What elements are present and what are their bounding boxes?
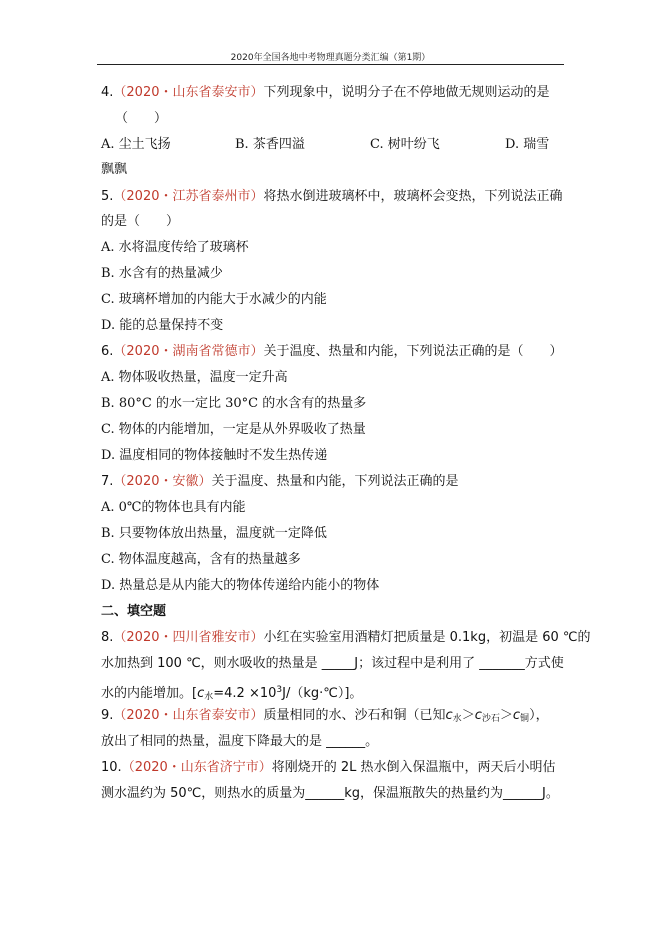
question-source: （2020・湖南省常德市） <box>113 344 264 359</box>
question-text: 关于温度、热量和内能，下列说法正确的是（ ） <box>263 344 563 359</box>
question-text: 下列现象中，说明分子在不停地做无规则运动的是 <box>263 85 550 100</box>
question-source: （2020・山东省泰安市） <box>113 708 264 723</box>
option-c: C. 物体温度越高，含有的热量越多 <box>101 552 301 567</box>
question-number: 7. <box>101 474 114 489</box>
question-8-line3 <box>101 682 362 705</box>
question-text: 小红在实验室用酒精灯把质量是 0.1kg，初温是 60 ℃的 <box>263 630 591 645</box>
question-text: 将热水倒进玻璃杯中，玻璃杯会变热，下列说法正确 <box>263 189 563 204</box>
page-header: 2020年全国各地中考物理真题分类汇编（第1期） <box>230 53 431 63</box>
question-8-line2: 水加热到 100 ℃，则水吸收的热量是 _____J；该过程中是利用了 _______方式使 <box>101 656 564 671</box>
subscript: 沙石 <box>481 714 500 724</box>
option-c: C. 物体的内能增加，一定是从外界吸收了热量 <box>101 422 366 437</box>
header-rule <box>97 64 564 65</box>
option-d-wrap: 飘飘 <box>101 162 128 177</box>
option-b: B. 80°C 的水一定比 30°C 的水含有的热量多 <box>101 396 367 411</box>
question-text: 将刚烧开的 2L 热水倒入保温瓶中，两天后小明估 <box>271 760 556 775</box>
question-number: 8. <box>101 630 114 645</box>
question-source: （2020・四川省雅安市） <box>113 630 264 645</box>
text-run: 水的内能增加。[ <box>101 686 198 701</box>
greater-than: ＞ <box>499 708 513 723</box>
question-10-stem <box>101 760 556 776</box>
option-a: A. 0℃的物体也具有内能 <box>101 500 246 515</box>
option-a: A. 物体吸收热量，温度一定升高 <box>101 370 288 385</box>
question-number: 10. <box>101 760 122 775</box>
option-c: C. 玻璃杯增加的内能大于水减少的内能 <box>101 292 327 307</box>
question-8-stem <box>101 630 591 646</box>
option-b: B. 水含有的热量减少 <box>101 266 223 281</box>
question-number: 4. <box>101 85 114 100</box>
question-source: （2020・江苏省泰州市） <box>113 189 264 204</box>
question-5-stem <box>101 189 563 205</box>
answer-paren: （ ） <box>115 111 168 126</box>
question-source: （2020・安徽） <box>113 474 212 489</box>
question-10-line2: 测水温约为 50℃，则热水的质量为______kg，保温瓶散失的热量约为______J。 <box>101 786 559 801</box>
subscript: 铜 <box>520 714 530 724</box>
question-source: （2020・山东省泰安市） <box>113 85 264 100</box>
question-text: 关于温度、热量和内能，下列说法正确的是 <box>211 474 459 489</box>
option-a: A. 水将温度传给了玻璃杯 <box>101 240 249 255</box>
option-d: D. 热量总是从内能大的物体传递给内能小的物体 <box>101 578 380 593</box>
text-run: J/（kg·℃）]。 <box>282 686 363 701</box>
option-c: C. 树叶纷飞 <box>370 137 440 152</box>
option-b: B. 只要物体放出热量，温度就一定降低 <box>101 526 327 541</box>
symbol-c: c <box>197 686 205 701</box>
text-run: =4.2 ×10 <box>213 686 277 701</box>
option-d: D. 瑞雪 <box>505 137 550 152</box>
symbol-c: c <box>512 708 521 723</box>
symbol-c: c <box>474 708 482 723</box>
text-run: ）， <box>529 708 549 723</box>
question-source: （2020・山东省济宁市） <box>121 760 272 775</box>
symbol-c: c <box>445 708 453 723</box>
superscript: 3 <box>276 685 283 695</box>
question-number: 6. <box>101 344 114 359</box>
question-9-stem <box>101 708 549 727</box>
option-a: A. 尘土飞扬 <box>101 137 171 152</box>
option-b: B. 茶香四溢 <box>235 137 305 152</box>
subscript: 水 <box>452 714 462 724</box>
section-title: 二、填空题 <box>101 604 167 619</box>
question-9-line2: 放出了相同的热量，温度下降最大的是 ______。 <box>101 734 379 749</box>
question-number: 9. <box>101 708 114 723</box>
question-4-stem <box>101 85 550 101</box>
question-text: 质量相同的水、沙石和铜（已知 <box>263 708 446 723</box>
option-d: D. 能的总量保持不变 <box>101 318 224 333</box>
question-5-stem-cont: 的是（ ） <box>101 214 180 229</box>
subscript: 水 <box>204 692 214 702</box>
greater-than: ＞ <box>461 708 475 723</box>
question-6-stem <box>101 344 563 360</box>
question-number: 5. <box>101 189 114 204</box>
question-7-stem <box>101 474 459 490</box>
option-d: D. 温度相同的物体接触时不发生热传递 <box>101 448 328 463</box>
